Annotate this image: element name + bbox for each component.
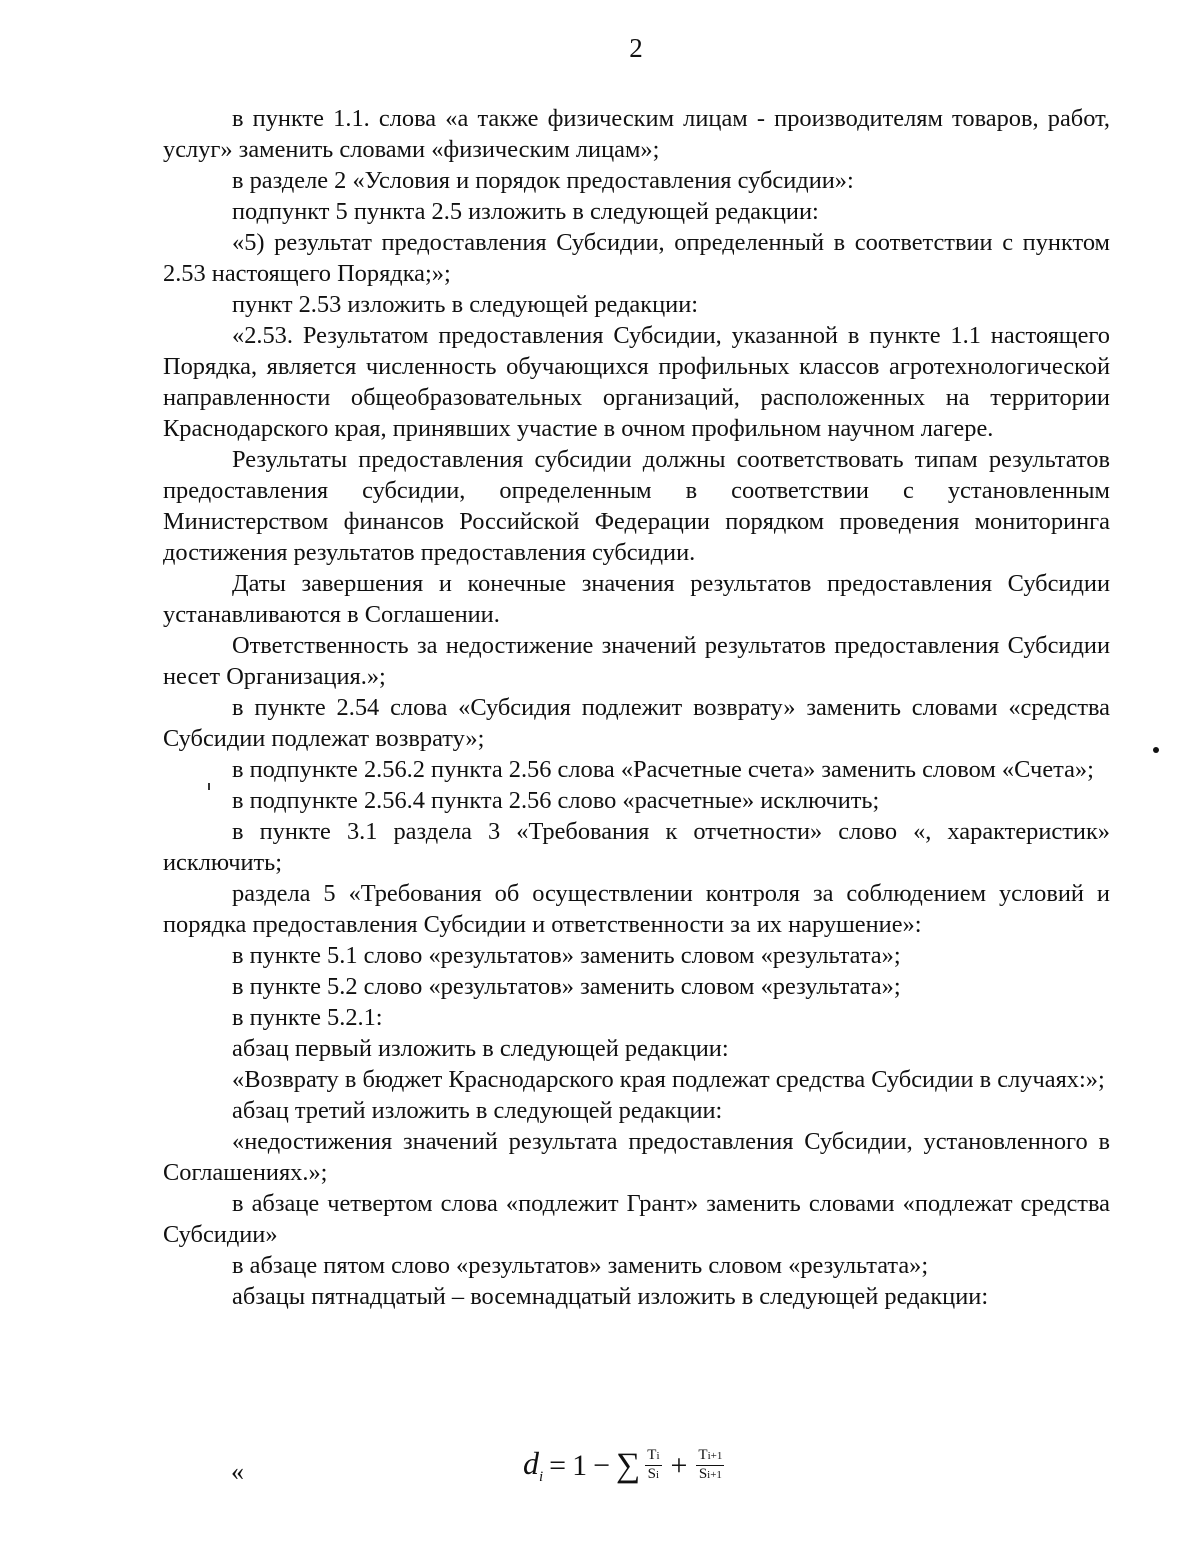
formula-constant: 1 bbox=[572, 1448, 588, 1482]
paragraph: Результаты предоставления субсидии должны соответствовать типам результатов предоставления субсидии, определенным в соответствии с установленным Министерством финансов Российской Федерации порядком проведения мониторинга достижения результатов предоставления субсидии. bbox=[163, 446, 1110, 566]
paragraph: в пункте 5.2.1: bbox=[232, 1004, 383, 1031]
paragraph: в пункте 2.54 слова «Субсидия подлежит возврату» заменить словами «средства Субсидии подлежат возврату»; bbox=[163, 694, 1110, 752]
paragraph: в разделе 2 «Условия и порядок предоставления субсидии»: bbox=[232, 167, 854, 194]
paragraph: абзац первый изложить в следующей редакции: bbox=[232, 1035, 729, 1062]
paragraph: в пункте 1.1. слова «а также физическим лицам - производителям товаров, работ, услуг» заменить словами «физическим лицам»; bbox=[163, 105, 1110, 163]
formula-variable: $d_i$ bbox=[523, 1445, 544, 1485]
formula-row bbox=[163, 1445, 1110, 1505]
scan-artifact-mark bbox=[208, 783, 210, 790]
paragraph: в пункте 5.2 слово «результатов» заменить словом «результата»; bbox=[232, 973, 901, 1000]
paragraph: абзацы пятнадцатый – восемнадцатый изложить в следующей редакции: bbox=[232, 1283, 989, 1310]
equals-sign: = bbox=[549, 1448, 567, 1482]
paragraph: Ответственность за недостижение значений результатов предоставления Субсидии несет Организация.»; bbox=[163, 632, 1110, 690]
paragraph: Даты завершения и конечные значения результатов предоставления Субсидии устанавливаются в Соглашении. bbox=[163, 570, 1110, 628]
paragraph: раздела 5 «Требования об осуществлении контроля за соблюдением условий и порядка предоставления Субсидии и ответственности за их нарушение»: bbox=[163, 880, 1110, 938]
fraction: $\frac{Ti}{Si}$ bbox=[647, 1447, 660, 1482]
paragraph: «Возврату в бюджет Краснодарского края подлежат средства Субсидии в случаях:»; bbox=[232, 1066, 1105, 1093]
paragraph: в абзаце пятом слово «результатов» заменить словом «результата»; bbox=[232, 1252, 929, 1279]
paragraph: «2.53. Результатом предоставления Субсидии, указанной в пункте 1.1 настоящего Порядка, является численность обучающихся профильных классов агротехнологической направленности общеобразовательных организаций, расположенных на территории Краснодарского края, принявших участие в очном профильном научном лагере. bbox=[163, 322, 1110, 442]
paragraph: в подпункте 2.56.2 пункта 2.56 слова «Расчетные счета» заменить словом «Счета»; bbox=[232, 756, 1094, 783]
paragraph: «5) результат предоставления Субсидии, определенный в соответствии с пунктом 2.53 настоящего Порядка;»; bbox=[163, 229, 1110, 287]
sum-icon: ∑ bbox=[616, 1446, 641, 1484]
paragraph: в абзаце четвертом слова «подлежит Грант» заменить словами «подлежат средства Субсидии» bbox=[163, 1190, 1110, 1248]
paragraph: пункт 2.53 изложить в следующей редакции: bbox=[232, 291, 699, 318]
scan-artifact-dot bbox=[1153, 747, 1159, 753]
document-body bbox=[163, 103, 1110, 1312]
fraction: $\frac{Ti+1}{Si+1}$ bbox=[698, 1447, 723, 1482]
paragraph: в пункте 5.1 слово «результатов» заменить словом «результата»; bbox=[232, 942, 901, 969]
opening-quote-mark: « bbox=[231, 1457, 244, 1486]
formula bbox=[523, 1445, 727, 1486]
page-number: 2 bbox=[629, 33, 643, 63]
paragraph: в подпункте 2.56.4 пункта 2.56 слово «расчетные» исключить; bbox=[232, 787, 880, 814]
paragraph: в пункте 3.1 раздела 3 «Требования к отчетности» слово «, характеристик» исключить; bbox=[163, 818, 1110, 876]
paragraph: абзац третий изложить в следующей редакции: bbox=[232, 1097, 723, 1124]
minus-sign: − bbox=[593, 1448, 611, 1482]
paragraph: «недостижения значений результата предоставления Субсидии, установленного в Соглашениях.»; bbox=[163, 1128, 1110, 1186]
plus-sign: + bbox=[670, 1448, 688, 1482]
paragraph: подпункт 5 пункта 2.5 изложить в следующей редакции: bbox=[232, 198, 819, 225]
